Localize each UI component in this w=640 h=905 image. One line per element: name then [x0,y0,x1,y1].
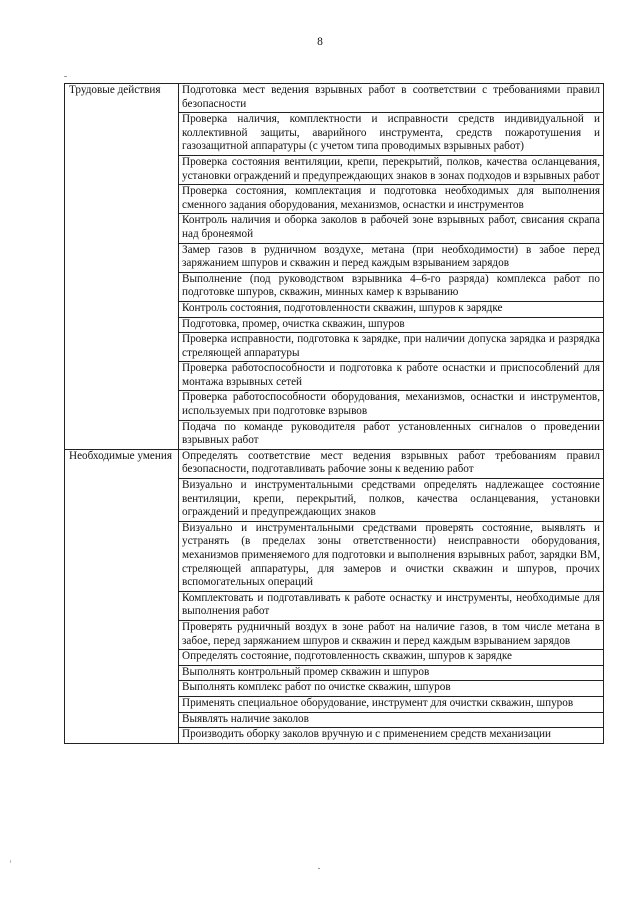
table-row [65,84,604,113]
table-cell-item: Определять состояние, подготовленность скважин, шпуров к зарядке [179,650,604,666]
table-cell-item: Выполнение (под руководством взрывника 4–6-го разряда) комплекса работ по подготовке шпуров, скважин, минных камер к взрыванию [179,272,604,301]
table-cell-item: Выполнять контрольный промер скважин и шпуров [179,665,604,681]
table-cell-item: Визуально и инструментальными средствами определять надлежащее состояние вентиляции, крепи, перекрытий, полков, качества осланцевания, установки ограждений и предупреждающих знаков [179,479,604,522]
table-cell-item: Подготовка, промер, очистка скважин, шпуров [179,317,604,333]
table-cell-item: Производить оборку заколов вручную и с применением средств механизации [179,728,604,744]
table-row [65,449,604,478]
table-cell-item: Проверять рудничный воздух в зоне работ на наличие газов, в том числе метана в забое, перед заряжанием шпуров и скважин и перед каждым взрыванием зарядов [179,620,604,649]
table-cell-item: Подача по команде руководителя работ установленных сигналов о проведении взрывных работ [179,420,604,449]
scan-mark [10,860,11,863]
table-cell-item: Проверка наличия, комплектности и исправности средств индивидуальной и коллективной защиты, аварийного инструмента, средств пожаротушения и газозащитной аппаратуры (с учетом типа проводимых взрывных работ) [179,113,604,156]
table-cell-item: Подготовка мест ведения взрывных работ в соответствии с требованиями правил безопасности [179,84,604,113]
table-cell-item: Проверка работоспособности и подготовка к работе оснастки и приспособлений для монтажа взрывных сетей [179,362,604,391]
table-cell-item: Визуально и инструментальными средствами проверять состояние, выявлять и устранять (в пределах зоны ответственности) неисправности оборудования, механизмов применяемого для подготовки и выполнения взрывных работ, зарядки ВМ, стреляющей аппаратуры, для замеров и очистки скважин и шпуров, прочих вспомогательных операций [179,521,604,591]
table-cell-item: Определять соответствие мест ведения взрывных работ требованиям правил безопасности, подготавливать рабочие зоны к ведению работ [179,449,604,478]
table-cell-item: Проверка исправности, подготовка к зарядке, при наличии допуска зарядка и разрядка стреляющей аппаратуры [179,333,604,362]
table-cell-item: Контроль состояния, подготовленности скважин, шпуров к зарядке [179,301,604,317]
table-cell-item: Проверка работоспособности оборудования, механизмов, оснастки и инструментов, используемых при подготовке взрывов [179,391,604,420]
page-number: 8 [317,36,323,48]
scan-mark [318,868,320,869]
section-label: Трудовые действия [65,84,179,450]
table-body [65,84,604,744]
table-cell-item: Применять специальное оборудование, инструмент для очистки скважин, шпуров [179,696,604,712]
table-cell-item: Комплектовать и подготавливать к работе оснастку и инструменты, необходимые для выполнения работ [179,591,604,620]
table-cell-item: Проверка состояния, комплектация и подготовка необходимых для выполнения сменного задания оборудования, механизмов, оснастки и инструментов [179,185,604,214]
section-label: Необходимые умения [65,449,179,743]
table-cell-item: Выявлять наличие заколов [179,712,604,728]
table-cell-item: Проверка состояния вентиляции, крепи, перекрытий, полков, качества осланцевания, установки ограждений и предупреждающих знаков в зонах подходов и взрывных работ [179,155,604,184]
scan-mark [64,76,67,77]
qualification-table [64,83,604,744]
table-cell-item: Замер газов в рудничном воздухе, метана (при необходимости) в забое перед заряжанием шпуров и скважин и перед каждым взрыванием зарядов [179,243,604,272]
table-cell-item: Выполнять комплекс работ по очистке скважин, шпуров [179,681,604,697]
table-cell-item: Контроль наличия и оборка заколов в рабочей зоне взрывных работ, свисания скрапа над бронеямой [179,214,604,243]
